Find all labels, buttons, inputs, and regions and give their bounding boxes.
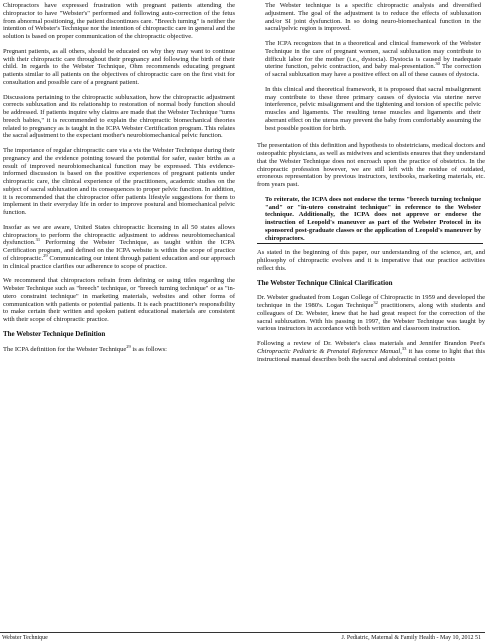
paragraph-pregnant-patients: Pregnant patients, as all others, should be educated on why they may want to continue with their chiropractic care throughout their pregnancy and following the birth of their child. In regards to the Webster Technique, Ohm recommends educating pregnant patients similar to all patients on the objectives of chiropractic care on the first visit for consultation and possible care of a pregnant patient.	[3, 47, 235, 86]
licensing-text-b: Performing the Webster Technique, as taught within the ICPA Certification program, and defined on the ICPA website is within the scope of practice of chiropractic.	[3, 239, 235, 262]
paragraph-as-stated: As stated in the beginning of this paper, our understanding of the science, art, and philosophy of chiropractic evolves and it is imperative that our practice activities reflect this.	[257, 249, 485, 272]
manual-title: Chiropractic Pediatric & Prenatal Reference Manual,	[257, 347, 402, 355]
footer-running-title: Webster Technique	[2, 635, 48, 641]
paragraph-importance: The importance of regular chiropractic care via a vis the Webster Technique during their pregnancy and the evidence pointing toward the potential for safer, easier births as a result of improved neurobiomechanical function may be expressed. This evidence-informed discussion is based on the positive experiences of pregnant patients under chiropractic care, the clinical experience of the practitioners, academic studies on the subject of sacral subluxation and its consequences to proper pelvic function. In addition, it is recommended that the chiropractor offer patients lifestyle suggestions for them to implement in their everyday life in order to improve postural and biomechanical pelvic function.	[3, 147, 235, 216]
review-text-a: Following a review of Dr. Webster's class materials and Jennifer Brandon Peet's	[257, 340, 485, 347]
paragraph-reiterate: To reiterate, the ICPA does not endorse the terms "breech turning technique "and" or "in-utero constraint technique" in reference to the Webster technique. Additionally, the ICPA does not approve or endorse the instruction of Leopold's maneuver as part of the Webster Protocol in its sponsored post-graduate classes or the application of Leopold's maneuver by chiropractors.	[265, 195, 481, 242]
reiterate-block	[257, 196, 485, 243]
definition-text-a: The ICPA definition for the Webster Technique	[3, 345, 127, 353]
paragraph-licensing	[3, 224, 235, 271]
page-footer	[0, 634, 485, 644]
section-divider	[257, 243, 483, 244]
paragraph-discussions: Discussions pertaining to the chiropractic subluxation, how the chiropractic adjustment corrects subluxation and its relationship to restoration of normal body function should be addressed. If patients inquire why claims are made that the Webster Technique "turns breech babies," it is recommended to explain the chiropractic biomechanical theories related to pregnancy as is taught in the ICPA Webster Certification program. This relates the sacral adjustment to the expectant mother's neurobiomechanical pelvic function.	[3, 93, 235, 140]
paragraph-recommend: We recommend that chiropractors refrain from defining or using titles regarding the Webster Technique such as "breech" technique, or "breech turning technique" or as "in-utero constraint technique" in marketing materials, websites and other forms of communication with patients or potential patients. It is each practitioner's responsibility to make certain their written and spoken patient educational materials are consistent with their scope of chiropractic practice.	[3, 277, 235, 323]
recognizes-text-a: The ICPA recognizes that in a theoretical and clinical framework of the Webster Technique in the care of pregnant women, sacral subluxation may contribute to difficult labor for the mother (i.e., dystocia). Dystocia is caused by inadequate uterine function, pelvic contraction, and baby mal-presentation.	[265, 40, 481, 71]
paragraph-icpa-recognizes	[265, 40, 481, 79]
paragraph-clinical-framework: In this clinical and theoretical framework, it is proposed that sacral misalignment may contribute to these three primary causes of dystocia via uterine nerve interference, pelvic misalignment and the tightening and torsion of specific pelvic muscles and ligaments. The resulting tense muscles and ligaments and their aberrant effect on the uterus may prevent the baby from comfortably assuming the best possible position for birth.	[265, 85, 481, 132]
review-text-b: it has come to light that this instructional manual describes both the sacral and abdominal contact points	[257, 347, 485, 363]
paragraph-following-review	[257, 340, 485, 363]
heading-definition: The Webster Technique Definition	[3, 329, 106, 338]
paragraph-frustration: Chiropractors have expressed frustration with pregnant patients attending the chiropractor to have "Webster's" performed and following auto-correction of the fetus from abnormal positioning, the patient discontinues care. "Breech turning" is neither the intention of Webster's Technique nor the intention of chiropractic care in general and the solution is based on proper communication of the chiropractic objective.	[3, 2, 235, 40]
recognizes-text-b: The correction of sacral subluxation may have a positive effect on all of these causes of dystocia.	[265, 63, 482, 78]
footer-rule	[0, 632, 485, 633]
definition-text-b: is as follows:	[130, 345, 167, 353]
citation-32: 32	[373, 299, 378, 305]
citation-30: 30	[435, 61, 440, 67]
paragraph-icpa-definition	[3, 343, 235, 354]
webster-text-a: Dr. Webster graduated from Logan College of Chiropractic in 1959 and developed the technique in the 1980's. Logan Technique	[257, 294, 485, 309]
citation-31: 31	[35, 237, 41, 243]
licensing-text-a: Insofar as we are aware, United States chiropractic licensing in all 50 states allows chiropractors to perform the chiropractic adjustment to address neurobiomechanical dysfunction.	[3, 223, 235, 247]
heading-clarification: The Webster Technique Clinical Clarification	[257, 278, 393, 287]
footer-journal-citation: J. Pediatric, Maternal & Family Health - May 10, 2012 51	[341, 635, 481, 641]
webster-text-b: practitioners, along with students and colleagues of Dr. Webster, knew that he had great respect for the correction of the sacral subluxation. With his passing in 1997, the Webster Technique was taught by various instructors in accordance with both written and classroom instruction.	[257, 302, 485, 333]
citation-29-def: 29	[126, 343, 131, 349]
definition-quote-block	[257, 2, 485, 132]
paragraph-dr-webster	[257, 294, 485, 333]
citation-29: 29	[43, 252, 48, 258]
licensing-text-c: Communicating our intent through patient education and our approach in clinical practice clarifies our adherence to scope of practice.	[3, 254, 235, 270]
right-column	[257, 2, 485, 370]
paragraph-webster-definition: The Webster technique is a specific chiropractic analysis and diversified adjustment. The goal of the adjustment is to reduce the effects of subluxation and/or SI joint dysfunction. In so doing neuro-biomechanical function in the sacral/pelvic region is improved.	[265, 2, 481, 33]
left-column	[3, 2, 235, 360]
citation-33: 33	[401, 345, 407, 351]
paragraph-presentation: The presentation of this definition and hypothesis to obstetricians, medical doctors and osteopathic physicians, as well as midwives and scientists ensures that they understand that the Webster Technique does not encroach upon the practice of obstetrics. In the chiropractic profession however, we are still left with the residue of outdated, erroneous representation by previous instructors, textbooks, marketing materials, etc. from years past.	[257, 142, 485, 188]
